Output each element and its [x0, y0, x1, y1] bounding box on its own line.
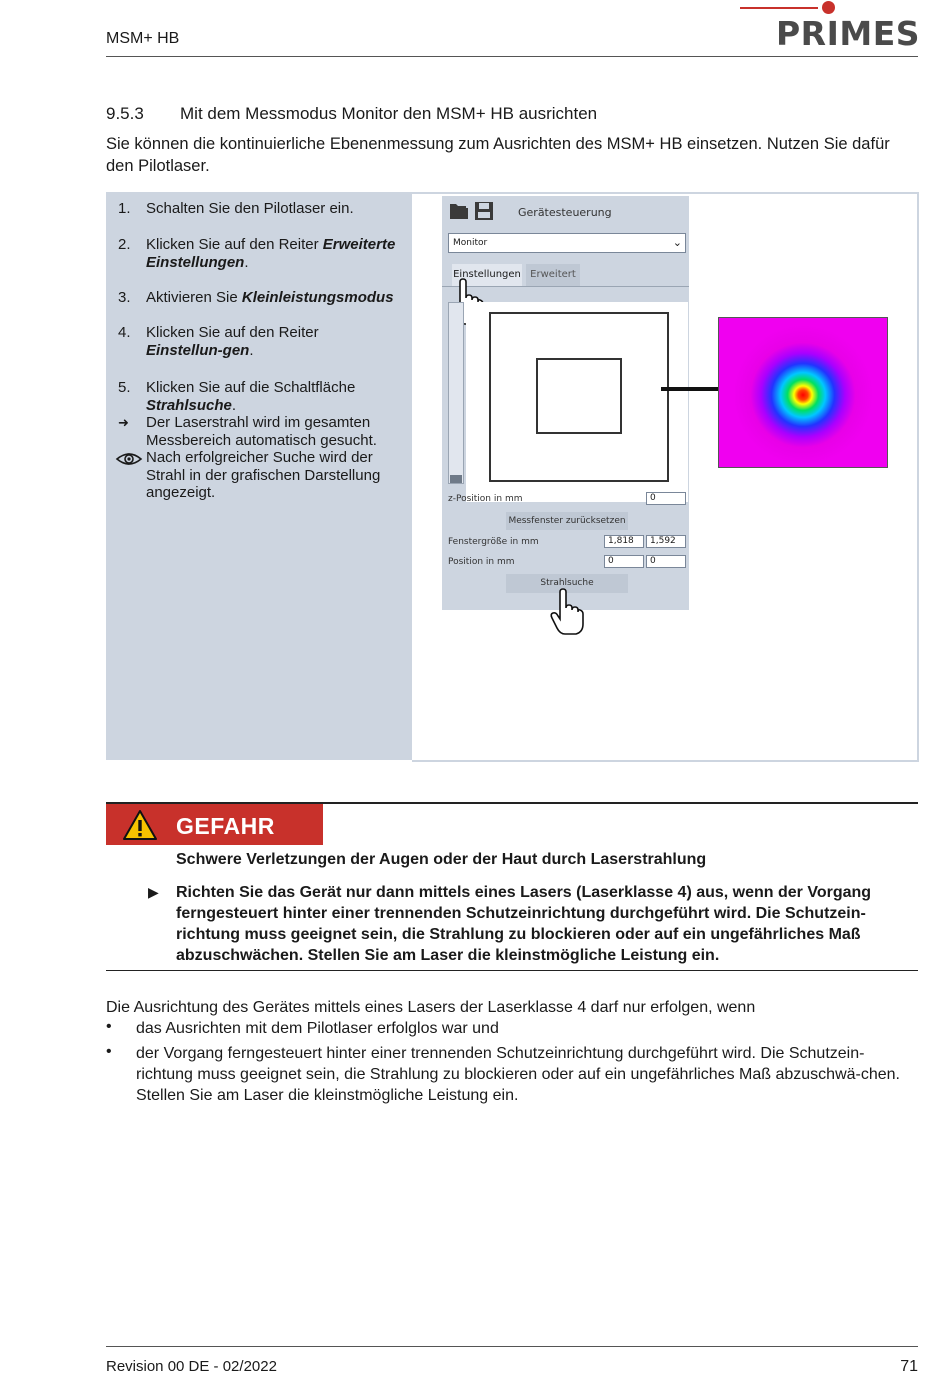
- danger-heading: Schwere Verletzungen der Augen oder der Haut durch Laserstrahlung: [176, 851, 707, 868]
- step-text: Schalten Sie den Pilotlaser ein.: [146, 200, 354, 217]
- eye-icon: [115, 450, 143, 468]
- danger-bottom-rule: [106, 970, 918, 971]
- logo-line: [740, 7, 818, 9]
- measurement-window-box: [536, 358, 622, 434]
- window-size-label: Fenstergröße in mm: [448, 537, 539, 547]
- warning-icon: [122, 809, 158, 841]
- header-rule: [106, 56, 918, 57]
- danger-banner: [106, 804, 323, 845]
- tab-advanced[interactable]: Erweitert: [526, 264, 580, 286]
- triangle-bullet-icon: ▶: [148, 884, 159, 900]
- step-number: 3.: [118, 289, 131, 306]
- position-y-input[interactable]: 0: [646, 555, 686, 568]
- section-number: 9.5.3: [106, 104, 144, 123]
- save-icon[interactable]: [473, 200, 495, 222]
- beam-search-button[interactable]: Strahlsuche: [506, 574, 628, 593]
- step-text: Klicken Sie auf den Reiter Erweiterte Einstellungen.: [146, 236, 396, 271]
- page-number: 71: [900, 1358, 918, 1375]
- footer-rule: [106, 1346, 918, 1347]
- danger-instruction: Richten Sie das Gerät nur dann mittels eines Lasers (Laserklasse 4) aus, wenn der Vorgang ferngesteuert hinter einer trennenden Schutzeinrichtung durchgeführt wird. Die Schutzein-richtung muss geeignet sein, die Strahlung zu blockieren oder auf ein ungefährliches Maß abzuschwächen. Stellen Sie am Laser die kleinstmögliche Leistung ein.: [176, 884, 872, 964]
- steps-panel: [106, 192, 412, 760]
- bullet-dot: •: [106, 1043, 112, 1060]
- chevron-down-icon: ⌄: [672, 236, 682, 249]
- bullet-dot: •: [106, 1018, 112, 1035]
- step-number: 5.: [118, 379, 131, 396]
- mode-select[interactable]: Monitor ⌄: [448, 233, 686, 253]
- position-label: Position in mm: [448, 557, 515, 567]
- result-arrow-icon: ➜: [118, 415, 129, 430]
- intro-paragraph: Sie können die kontinuierliche Ebenenmessung zum Ausrichten des MSM+ HB einsetzen. Nutzen Sie dafür den Pilotlaser.: [106, 135, 890, 175]
- panel-title: Gerätesteuerung: [518, 206, 612, 219]
- footer-revision: Revision 00 DE - 02/2022: [106, 1358, 277, 1375]
- tab-settings[interactable]: Einstellungen: [452, 264, 522, 286]
- device-control-panel: [442, 196, 689, 610]
- step-text: Klicken Sie auf den Reiter Einstellun-gen.: [146, 324, 319, 359]
- bullet-item: der Vorgang ferngesteuert hinter einer trennenden Schutzeinrichtung durchgeführt wird. Die Schutzein-richtung muss geeignet sein, die Strahlung zu blockieren oder auf ein ungefährliches Maß abzuschwä-chen. Stellen Sie am Laser die kleinstmögliche Leistung ein.: [136, 1045, 900, 1104]
- z-position-label: z-Position in mm: [448, 494, 523, 504]
- reset-window-button[interactable]: Messfenster zurücksetzen: [506, 512, 628, 530]
- bullet-item: das Ausrichten mit dem Pilotlaser erfolglos war und: [136, 1020, 499, 1037]
- step-text: Klicken Sie auf die Schaltfläche Strahlsuche.: [146, 379, 356, 414]
- folder-icon[interactable]: [448, 200, 470, 222]
- window-size-y-input[interactable]: 1,592: [646, 535, 686, 548]
- z-position-input[interactable]: 0: [646, 492, 686, 505]
- primes-logo: [740, 0, 920, 52]
- section-title: Mit dem Messmodus Monitor den MSM+ HB ausrichten: [180, 104, 598, 123]
- body-paragraph: Die Ausrichtung des Gerätes mittels eines Lasers der Laserklasse 4 darf nur erfolgen, wenn: [106, 999, 756, 1016]
- logo-text: PRIMES: [776, 14, 921, 53]
- logo-dot: [822, 1, 835, 14]
- danger-label: GEFAHR: [176, 813, 275, 839]
- z-position-slider[interactable]: [448, 302, 464, 484]
- step-number: 1.: [118, 200, 131, 217]
- slider-thumb[interactable]: [450, 475, 462, 483]
- step-number: 2.: [118, 236, 131, 253]
- measurement-canvas: [466, 302, 688, 502]
- beam-profile-image: [718, 317, 888, 468]
- document-title: MSM+ HB: [106, 30, 180, 47]
- step-text: Aktivieren Sie Kleinleistungsmodus: [146, 289, 394, 306]
- result-text: Der Laserstrahl wird im gesamten Messbereich automatisch gesucht.: [146, 414, 377, 449]
- step-number: 4.: [118, 324, 131, 341]
- window-size-x-input[interactable]: 1,818: [604, 535, 644, 548]
- pointer-hand-icon: [550, 588, 584, 636]
- position-x-input[interactable]: 0: [604, 555, 644, 568]
- observation-text: Nach erfolgreicher Suche wird der Strahl in der grafischen Darstellung angezeigt.: [146, 449, 381, 501]
